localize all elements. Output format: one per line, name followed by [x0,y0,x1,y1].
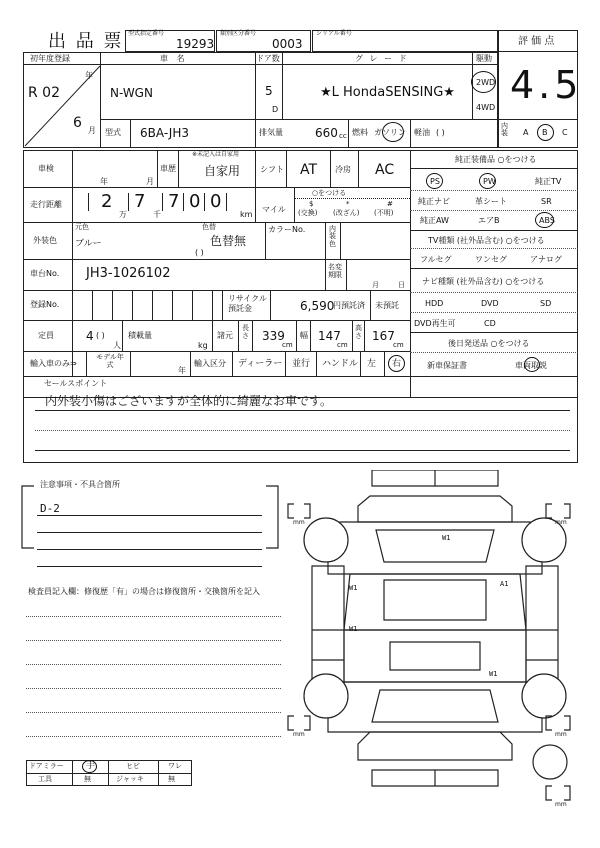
equip-ps: PS [430,177,440,186]
parts-mirror-circle [82,760,97,773]
height-unit: cm [393,341,404,349]
fuel-value: ガソリン [374,128,406,137]
tire-fr-mm: mm [555,519,567,526]
mileage-man: 万 [119,210,127,219]
fuel-label: 燃料 [352,128,368,137]
interior-label: 内装 [501,122,508,138]
equip-airbag: エアB [478,216,500,225]
door-count: 5 [265,84,273,98]
load-unit: kg [198,341,208,350]
score-label: 評 価 点 [518,36,555,47]
tv-analog: アナログ [530,255,562,264]
interior-a: A [523,128,529,137]
handle-right: 右 [392,359,402,369]
tire-spare-mm: mm [555,801,567,808]
tire-fl-mm: mm [293,519,305,526]
chassis-label: 車台No. [30,269,60,278]
handle-left: 左 [367,359,377,369]
tire-rr-mm: mm [555,731,567,738]
recycle-label: リサイクル預託金 [228,294,267,313]
navi-cd: CD [484,319,496,328]
handle-label: ハンドル [322,359,359,369]
navi-sd: SD [540,299,552,308]
inspector-label: 検査員記入欄：修復歴「有」の場合は修復箇所・交換箇所を記入 [28,587,260,596]
inspection-year-unit: 年 [100,177,108,186]
displacement-unit: cc [339,132,347,140]
equip-abs: ABS [539,216,555,225]
interior-b-circle [537,124,554,141]
door-label: ドア数 [256,54,280,63]
mileage-opt2-sym: * [346,200,350,208]
width-unit: cm [337,341,348,349]
parts-jack-label: ジャッキ [116,775,144,783]
later-manual-circle [524,357,540,372]
mileage-unit: km [240,210,253,219]
later-warranty: 新車保証書 [427,361,467,370]
serial-label: シリアル番号 [316,30,352,37]
interior-b: B [542,128,548,137]
length-label: 長さ [242,324,249,340]
fuel-circle [382,122,404,142]
score-value: 4.5 [510,63,583,107]
cert-no-value: 19293 [176,37,215,51]
mileage-opt3-sym: # [387,200,393,208]
chassis-value: JH3-1026102 [86,266,171,281]
capacity-unit: 人 [113,341,121,350]
car-name: N-WGN [110,86,153,100]
grade-label: グ レ ー ド [355,54,409,63]
history-label: 車歴 [160,164,176,173]
equip-abs-circle [535,212,554,228]
drive-2wd-circle [471,71,496,93]
first-reg-month-unit: 月 [88,126,96,135]
tv-title: TV種類 (社外品含む) ○をつける [428,236,545,245]
model-value: 6BA-JH3 [140,126,190,140]
registration-label: 登録No. [30,300,60,309]
load-label: 積載量 [128,331,152,340]
drive-4wd: 4WD [476,103,496,112]
color-change-bracket: ( ) [195,248,204,257]
spec-label: 諸元 [217,331,233,340]
mileage-digit-4: 0 [189,191,201,212]
import-class-label: 輸入区分 [194,359,226,368]
equip-title: 純正装備品 ○をつける [455,155,537,164]
capacity-value: 4 [86,329,94,343]
height-label: 高さ [355,324,362,340]
interior-c: C [562,128,568,137]
drive-2wd: 2WD [476,78,496,87]
navi-dvd-play: DVD再生可 [414,319,456,328]
sales-point-text: 内外装小傷はございますが全体的に綺麗なお車です。 [45,394,333,408]
notes-bracket [20,482,280,552]
later-title: 後日発送品 ○をつける [448,339,530,348]
recycle-unpaid: 未預託 [375,301,399,310]
parts-break-label: ワレ [168,762,182,770]
damage-mark-right-rear: W1 [489,670,498,678]
mileage-opt1: (交換) [298,209,318,217]
sales-point-label: セールスポイント [44,379,108,388]
damage-mark-left-front: W1 [349,584,358,592]
handle-right-circle [388,355,405,372]
equip-pw-circle [479,173,496,189]
parts-tool-label: 工具 [38,775,52,783]
damage-mark-right-front: A1 [500,580,509,588]
color-change-label: 色替 [202,223,216,231]
equip-navi: 純正ナビ [418,197,450,206]
mileage-opt2: (改ざん) [333,209,360,217]
navi-hdd: HDD [425,299,444,308]
drive-label: 駆動 [476,54,492,63]
length-unit: cm [282,341,293,349]
interior-color-label: 内装色 [329,225,336,248]
mile-label: マイル [262,205,286,214]
parts-crack-label: ヒビ [126,762,140,770]
name-change-expiry-label: 名変期限 [328,263,342,279]
mileage-digit-3: 7 [168,191,180,212]
inspection-month-unit: 月 [146,177,154,186]
form-title: 出 品 票 [48,31,124,52]
model-year-label: モデル年式 [96,353,124,369]
tv-oneseg: ワンセグ [475,255,507,264]
parts-mirror-label: ドアミラー [29,762,64,770]
light-oil-label: 軽油 [414,128,430,137]
first-reg-era-year: R 02 [28,85,60,101]
displacement-value: 660 [315,126,338,140]
navi-title: ナビ種類 (社外品含む) ○をつける [422,277,545,286]
import-parallel: 並行 [292,359,311,369]
damage-mark-left-rear: W1 [349,625,358,633]
displacement-label: 排気量 [259,128,283,137]
mileage-circle-note: ○をつける [312,189,347,197]
notes-line-1: D-2 [40,502,60,515]
cert-no-label: 型式指定番号 [128,30,165,37]
car-name-label: 車 名 [160,54,188,63]
mileage-digit-1: 2 [101,191,113,212]
damage-mark-roof: W1 [442,534,451,542]
model-label: 型式 [105,128,121,137]
mileage-label: 走行距離 [30,200,62,209]
class-no-value: 0003 [272,37,303,51]
shift-label: シフト [260,165,284,174]
mileage-digit-2: 7 [134,191,146,212]
import-dealer: ディーラー [238,359,283,369]
expiry-day-unit: 日 [398,281,405,289]
inspection-label: 車検 [38,164,54,173]
height-value: 167 [372,329,395,343]
model-year-unit: 年 [178,366,186,375]
history-value: 自家用 [204,164,241,178]
color-no-label: カラーNo. [268,225,306,234]
fuel-bracket: ( ) [436,128,445,137]
shift-value: AT [300,162,318,178]
import-label: 輸入車のみ⇒ [30,359,77,368]
car-damage-diagram [280,470,590,810]
ac-label: 冷房 [335,165,351,174]
recycle-status: 円預託済 [333,301,365,310]
door-suffix: D [272,105,279,114]
tire-rl-mm: mm [293,731,305,738]
recycle-value: 6,590 [300,299,335,313]
color-change-value: 色替無 [210,234,247,248]
equip-tv: 純正TV [535,177,562,186]
first-reg-year-unit: 年 [85,71,93,80]
equip-aw: 純正AW [420,216,449,225]
first-reg-label: 初年度登録 [30,54,70,63]
parts-tool-value: 無 [84,775,91,783]
tv-fullseg: フルセグ [420,255,452,264]
capacity-paren: ( ) [96,331,105,340]
equip-leather: 革シート [475,197,507,206]
parts-jack-value: 無 [168,775,175,783]
parts-mirror-value: 手 [86,761,96,771]
mileage-opt3: (不明) [374,209,394,217]
length-value: 339 [262,329,285,343]
expiry-month-unit: 月 [372,281,379,289]
exterior-color-label: 外装色 [33,236,57,245]
mileage-opt1-sym: $ [309,200,314,208]
first-reg-month: 6 [73,115,82,131]
original-color-value: ブルー [75,239,102,249]
navi-dvd: DVD [481,299,499,308]
later-manual: 車両取説 [515,361,547,370]
ac-value: AC [375,162,395,178]
history-note: ※未記入は自家用 [192,151,240,158]
mileage-sen: 千 [153,210,161,219]
capacity-label: 定員 [38,331,54,340]
original-color-label: 元色 [75,223,89,231]
width-label: 幅 [300,331,308,340]
mileage-digit-5: 0 [210,191,222,212]
equip-pw: PW [483,177,496,186]
grade-value: ★L HondaSENSING★ [320,85,455,100]
class-no-label: 類別区分番号 [220,30,257,37]
equip-sr: SR [541,197,552,206]
notes-label: 注意事項・不具合箇所 [40,480,120,489]
width-value: 147 [318,329,341,343]
equip-ps-circle [426,173,443,189]
